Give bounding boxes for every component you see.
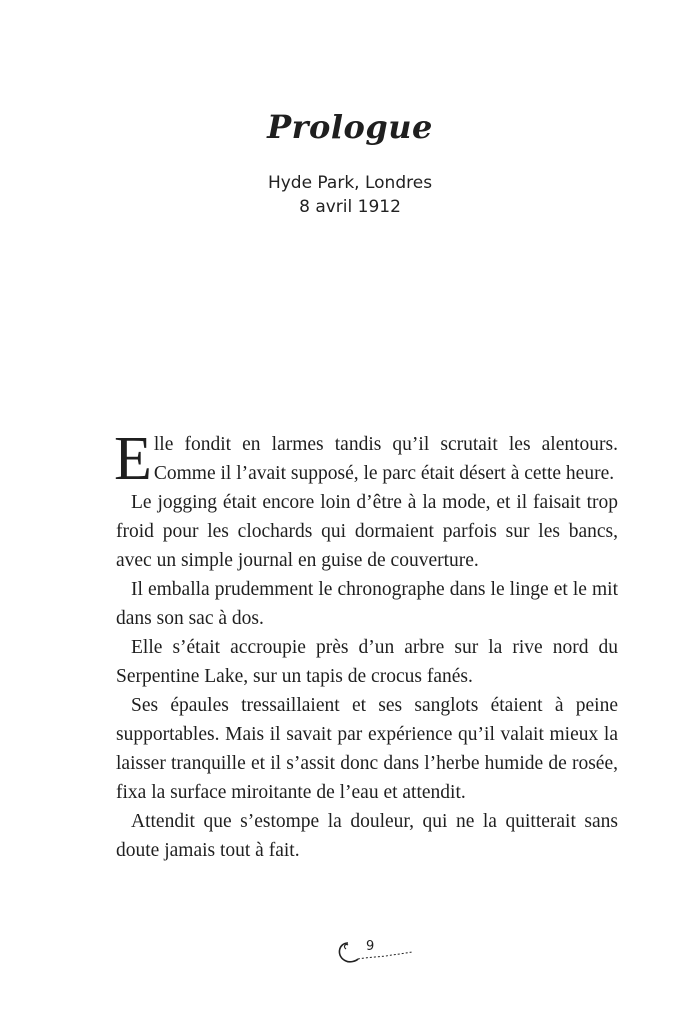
paragraph-text: lle fondit en larmes tandis qu’il scrutait les alentours. Comme il l’avait supposé, le parc était désert à cette heure. — [153, 434, 618, 484]
location-date: 8 avril 1912 — [299, 197, 401, 217]
page-number: 9 — [366, 939, 375, 954]
paragraph: Le jogging était encore loin d’être à la mode, et il faisait trop froid pour les clochards qui dormaient parfois sur les bancs, avec un simple journal en guise de couverture. — [116, 492, 618, 571]
location-place: Hyde Park, Londres — [267, 173, 433, 193]
prologue-body — [114, 425, 618, 865]
paragraph: Elle s’était accroupie près d’un arbre sur la rive nord du Serpentine Lake, sur un tapis de crocus fanés. — [116, 637, 618, 687]
drop-cap: E — [114, 425, 152, 493]
ornament-icon — [334, 935, 424, 975]
page-footer — [334, 935, 424, 975]
chapter-title: Prologue — [267, 108, 433, 146]
paragraph: Ses épaules tressaillaient et ses sanglots étaient à peine supportables. Mais il savait par expérience qu’il valait mieux la laisser tranquille et il s’assit donc dans l’herbe humide de rosée, fixa la surface miroitante de l’eau et attendit. — [116, 695, 618, 803]
paragraph: Attendit que s’estompe la douleur, qui ne la quitterait sans doute jamais tout à fait. — [116, 811, 618, 861]
paragraph — [114, 425, 618, 493]
paragraph: Il emballa prudemment le chronographe dans le linge et le mit dans son sac à dos. — [116, 579, 618, 629]
chapter-location — [0, 171, 700, 219]
